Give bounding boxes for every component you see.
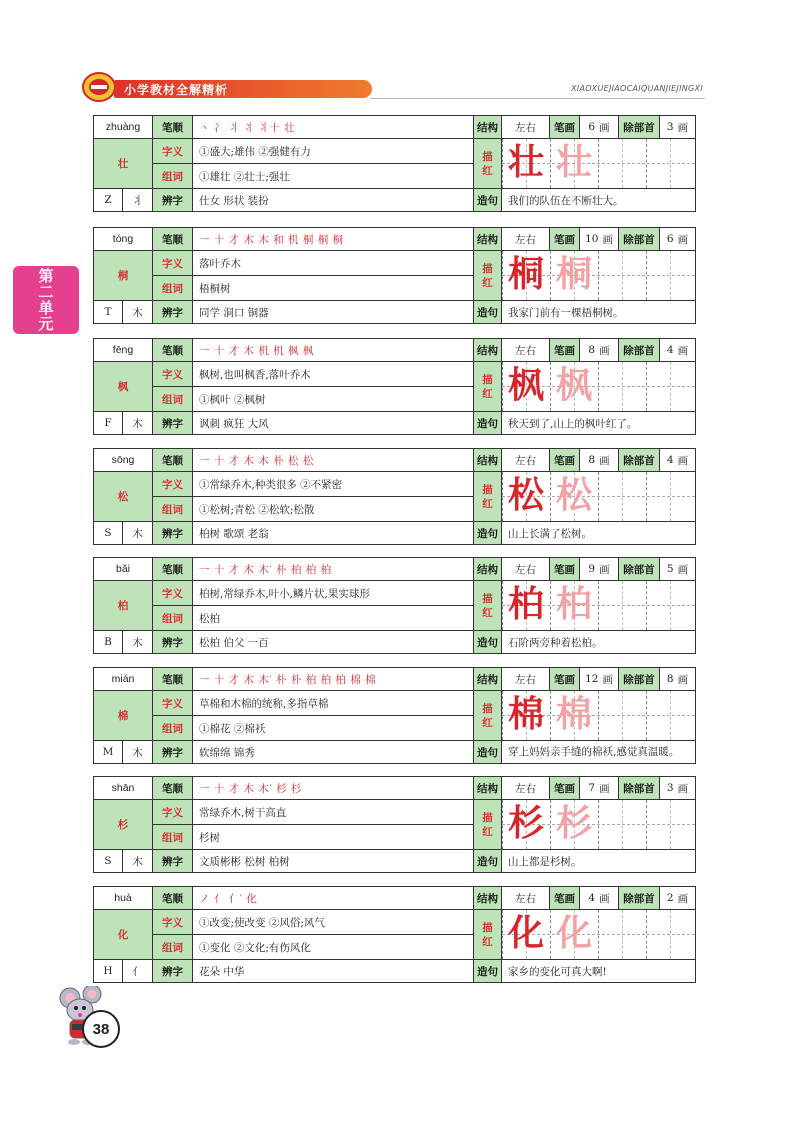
grid-cell [646,362,678,411]
meaning: 常绿乔木,树干高直 [192,799,474,825]
label-bishun: 笔顺 [152,227,193,251]
trace-char-solid: 杉 [507,802,544,844]
grid-divider [670,139,671,188]
grid-divider [670,362,671,411]
hua-unit: 画 [602,673,613,686]
tracing-grid [501,471,696,522]
grid-cell [598,139,630,188]
stroke-count: 4 [588,892,596,904]
grid-divider [622,910,623,959]
initial-letter: Z [93,188,123,212]
stroke-order: 丶 冫 丬 丬 丬十 壮 [192,115,474,139]
label-chubushou: 除部首 [618,667,660,691]
label-miaohong [473,580,502,631]
label-ziyi: 字义 [152,361,193,387]
grid-cell [646,581,678,630]
label-hong: 红 [482,276,493,289]
label-bishun: 笔顺 [152,557,193,581]
book-logo-icon [82,72,116,102]
similar-chars: 柏树 歌颂 老翁 [192,521,474,545]
example-sentence: 石阶两旁种着松柏。 [501,630,696,654]
initial-letter: B [93,630,123,654]
structure: 左右 [501,886,550,910]
trace-char-solid: 壮 [507,141,544,183]
label-chubushou: 除部首 [618,448,660,472]
label-bihua: 笔画 [549,338,580,362]
stroke-count: 9 [588,563,596,575]
trace-char-solid: 柏 [507,583,544,625]
pinyin: shān [93,776,153,800]
pinyin: bǎi [93,557,153,581]
label-miaohong [473,361,502,412]
label-jiegou: 结构 [473,776,502,800]
label-zaoju: 造句 [473,740,502,764]
grid-divider [670,472,671,521]
grid-divider [622,472,623,521]
structure: 左右 [501,667,550,691]
label-bishun: 笔顺 [152,886,193,910]
grid-cell [646,800,678,849]
trace-char-outline: 化 [555,912,592,954]
initial-letter: M [93,740,123,764]
stroke-count: 6 [588,121,596,133]
similar-chars: 同学 洞口 铜器 [192,300,474,324]
label-bishun: 笔顺 [152,338,193,362]
similar-chars: 仕女 形状 装扮 [192,188,474,212]
label-miaohong [473,138,502,189]
initial-letter: F [93,411,123,435]
trace-char-outline: 枫 [555,364,592,406]
similar-chars: 花朵 中华 [192,959,474,983]
label-miao: 描 [482,702,493,715]
structure: 左右 [501,338,550,362]
trace-char-solid: 枫 [507,364,544,406]
except-radical-count: 3 [666,782,674,794]
except-radical-count: 2 [666,892,674,904]
label-bihua: 笔画 [549,886,580,910]
example-sentence: 我们的队伍在不断壮大。 [501,188,696,212]
label-miao: 描 [482,921,493,934]
label-jiegou: 结构 [473,338,502,362]
label-miaohong [473,690,502,741]
radical: 木 [122,630,153,654]
pinyin: huà [93,886,153,910]
hua-unit: 画 [677,892,689,905]
page-number: 38 [82,1010,120,1048]
trace-char-solid: 松 [507,474,544,516]
word-groups: ①变化 ②文化;有伤风化 [192,934,474,960]
trace-char-outline: 松 [555,474,592,516]
hua-unit: 画 [599,892,610,905]
label-zuci: 组词 [152,275,193,301]
grid-cell [598,910,630,959]
trace-char-solid: 化 [507,912,544,954]
hua-unit: 画 [599,121,610,134]
meaning: 草棉和木棉的统称,多指草棉 [192,690,474,716]
label-miao: 描 [482,483,493,496]
trace-char-outline: 棉 [555,693,592,735]
label-hong: 红 [482,716,493,729]
hua-unit: 画 [677,344,689,357]
stroke-count: 8 [588,454,596,466]
grid-cell [598,691,630,740]
character-entry [93,557,696,654]
hua-unit: 画 [677,563,689,576]
label-chubushou: 除部首 [618,338,660,362]
meaning: ①改变;使改变 ②风俗;风气 [192,909,474,935]
structure: 左右 [501,448,550,472]
stroke-count: 7 [588,782,596,794]
label-jiegou: 结构 [473,227,502,251]
label-hong: 红 [482,825,493,838]
grid-cell [646,910,678,959]
structure: 左右 [501,776,550,800]
hua-unit: 画 [677,121,689,134]
label-bianzi: 辨字 [152,411,193,435]
label-bianzi: 辨字 [152,521,193,545]
stroke-order: 一 十 才 木 机 机 枫 枫 [192,338,474,362]
label-jiegou: 结构 [473,448,502,472]
character-entry [93,776,696,873]
similar-chars: 软绵绵 锦秀 [192,740,474,764]
label-miao: 描 [482,150,493,163]
stroke-order: ノ 亻 亻′ 化 [192,886,474,910]
except-radical-count: 3 [666,121,674,133]
label-ziyi: 字义 [152,471,193,497]
label-zuci: 组词 [152,496,193,522]
stroke-count-cell [579,667,619,691]
label-hong: 红 [482,497,493,510]
label-bianzi: 辨字 [152,188,193,212]
unit-tab-char: 第 [38,267,54,285]
label-chubushou: 除部首 [618,227,660,251]
grid-cell [646,251,678,300]
label-hong: 红 [482,606,493,619]
header-rule [370,98,705,99]
label-miao: 描 [482,262,493,275]
grid-divider [622,581,623,630]
label-ziyi: 字义 [152,250,193,276]
word-groups: ①雄壮 ②壮士;强壮 [192,163,474,189]
trace-char-solid: 桐 [507,253,544,295]
big-character: 柏 [93,580,153,631]
label-bianzi: 辨字 [152,849,193,873]
stroke-order: 一 十 才 木 木 和 机 桐 桐 桐 [192,227,474,251]
label-bianzi: 辨字 [152,959,193,983]
label-miao: 描 [482,811,493,824]
big-character: 桐 [93,250,153,301]
structure: 左右 [501,557,550,581]
hua-unit: 画 [677,782,689,795]
label-zuci: 组词 [152,824,193,850]
label-bianzi: 辨字 [152,300,193,324]
character-entry [93,667,696,764]
header-pinyin: XIAOXUEJIAOCAIQUANJIEJINGXI [571,84,703,93]
word-groups: ①松树;青松 ②松软;松散 [192,496,474,522]
tracing-grid [501,690,696,741]
unit-tab-char: 单 [38,299,54,317]
label-zaoju: 造句 [473,300,502,324]
trace-char-outline: 壮 [555,141,592,183]
grid-divider [670,691,671,740]
stroke-count-cell [579,227,619,251]
stroke-count-cell [579,115,619,139]
word-groups: ①棉花 ②棉袄 [192,715,474,741]
example-sentence: 我家门前有一棵梧桐树。 [501,300,696,324]
except-radical-cell [659,886,696,910]
meaning: 落叶乔木 [192,250,474,276]
big-character: 松 [93,471,153,522]
trace-char-outline: 柏 [555,583,592,625]
grid-cell [598,472,630,521]
label-hong: 红 [482,164,493,177]
stroke-order: 一 十 才 木 木′ 朴 柏 柏 柏 [192,557,474,581]
label-bishun: 笔顺 [152,667,193,691]
label-ziyi: 字义 [152,138,193,164]
stroke-order: 一 十 才 木 木 朴 松 松 [192,448,474,472]
label-miaohong [473,909,502,960]
grid-cell [598,251,630,300]
grid-cell [598,581,630,630]
label-bishun: 笔顺 [152,115,193,139]
stroke-count-cell [579,557,619,581]
pinyin: fēng [93,338,153,362]
pinyin: zhuàng [93,115,153,139]
except-radical-count: 4 [666,454,674,466]
label-chubushou: 除部首 [618,557,660,581]
tracing-grid [501,909,696,960]
header-title: 小学教材全解精析 [124,83,229,97]
label-chubushou: 除部首 [618,115,660,139]
hua-unit: 画 [599,563,610,576]
hua-unit: 画 [599,782,610,795]
grid-cell [646,472,678,521]
label-bihua: 笔画 [549,115,580,139]
stroke-count-cell [579,448,619,472]
except-radical-cell [659,338,696,362]
except-radical-cell [659,667,696,691]
label-zaoju: 造句 [473,521,502,545]
unit-tab-char: 二 [38,283,54,301]
tracing-grid [501,250,696,301]
similar-chars: 松柏 伯父 一百 [192,630,474,654]
label-miao: 描 [482,592,493,605]
example-sentence: 山上都是杉树。 [501,849,696,873]
meaning: ①盛大;雄伟 ②强健有力 [192,138,474,164]
meaning: ①常绿乔木,种类很多 ②不紧密 [192,471,474,497]
label-zuci: 组词 [152,715,193,741]
label-bihua: 笔画 [549,667,580,691]
stroke-count-cell [579,338,619,362]
radical: 木 [122,740,153,764]
label-zaoju: 造句 [473,411,502,435]
radical: 木 [122,521,153,545]
big-character: 杉 [93,799,153,850]
label-ziyi: 字义 [152,909,193,935]
grid-cell [646,691,678,740]
character-entry [93,227,696,324]
trace-char-outline: 杉 [555,802,592,844]
label-chubushou: 除部首 [618,886,660,910]
label-jiegou: 结构 [473,886,502,910]
unit-tab-char: 元 [38,315,54,333]
label-zuci: 组词 [152,163,193,189]
tracing-grid [501,799,696,850]
stroke-count: 10 [585,233,599,245]
radical: 木 [122,300,153,324]
radical: 木 [122,411,153,435]
grid-divider [670,910,671,959]
hua-unit: 画 [677,454,689,467]
initial-letter: S [93,521,123,545]
trace-char-outline: 桐 [555,253,592,295]
tracing-grid [501,138,696,189]
label-hong: 红 [482,935,493,948]
tracing-grid [501,361,696,412]
grid-divider [622,139,623,188]
pinyin: tóng [93,227,153,251]
except-radical-cell [659,227,696,251]
big-character: 枫 [93,361,153,412]
label-zuci: 组词 [152,605,193,631]
initial-letter: H [93,959,123,983]
label-zaoju: 造句 [473,849,502,873]
initial-letter: S [93,849,123,873]
example-sentence: 秋天到了,山上的枫叶红了。 [501,411,696,435]
big-character: 化 [93,909,153,960]
label-bianzi: 辨字 [152,740,193,764]
meaning: 枫树,也叫枫香,落叶乔木 [192,361,474,387]
grid-divider [670,251,671,300]
except-radical-cell [659,776,696,800]
label-bishun: 笔顺 [152,776,193,800]
label-zaoju: 造句 [473,630,502,654]
stroke-count: 12 [585,673,599,685]
label-jiegou: 结构 [473,557,502,581]
label-bianzi: 辨字 [152,630,193,654]
grid-divider [622,691,623,740]
label-miao: 描 [482,373,493,386]
similar-chars: 讽刺 疯狂 大风 [192,411,474,435]
word-groups: 松柏 [192,605,474,631]
grid-divider [670,581,671,630]
label-hong: 红 [482,387,493,400]
word-groups: 梧桐树 [192,275,474,301]
grid-cell [598,362,630,411]
label-chubushou: 除部首 [618,776,660,800]
grid-cell [598,800,630,849]
except-radical-count: 6 [666,233,674,245]
except-radical-count: 8 [666,673,674,685]
label-miaohong [473,799,502,850]
label-bihua: 笔画 [549,776,580,800]
label-zuci: 组词 [152,934,193,960]
label-bishun: 笔顺 [152,448,193,472]
label-ziyi: 字义 [152,690,193,716]
radical: 丬 [122,188,153,212]
hua-unit: 画 [599,344,610,357]
hua-unit: 画 [599,454,610,467]
hua-unit: 画 [602,233,613,246]
unit-side-tab [13,266,79,334]
meaning: 柏树,常绿乔木,叶小,鳞片状,果实球形 [192,580,474,606]
grid-divider [622,362,623,411]
label-zaoju: 造句 [473,959,502,983]
example-sentence: 家乡的变化可真大啊! [501,959,696,983]
grid-divider [670,800,671,849]
similar-chars: 文质彬彬 松树 柏树 [192,849,474,873]
grid-divider [622,251,623,300]
example-sentence: 山上长满了松树。 [501,521,696,545]
character-entry [93,115,696,212]
trace-char-solid: 棉 [507,693,544,735]
big-character: 棉 [93,690,153,741]
character-entry [93,338,696,435]
stroke-count: 8 [588,344,596,356]
label-bihua: 笔画 [549,227,580,251]
grid-cell [646,139,678,188]
except-radical-cell [659,448,696,472]
label-zaoju: 造句 [473,188,502,212]
word-groups: 杉树 [192,824,474,850]
structure: 左右 [501,115,550,139]
radical: 木 [122,849,153,873]
grid-divider [622,800,623,849]
label-bihua: 笔画 [549,448,580,472]
stroke-order: 一 十 才 木 木′ 朴 朴 柏 柏 柏 棉 棉 [192,667,474,691]
except-radical-count: 5 [666,563,674,575]
stroke-count-cell [579,776,619,800]
except-radical-count: 4 [666,344,674,356]
label-zuci: 组词 [152,386,193,412]
pinyin: mián [93,667,153,691]
character-entry [93,886,696,983]
label-miaohong [473,250,502,301]
page-header [80,78,705,100]
big-character: 壮 [93,138,153,189]
except-radical-cell [659,115,696,139]
label-ziyi: 字义 [152,799,193,825]
initial-letter: T [93,300,123,324]
example-sentence: 穿上妈妈亲手缝的棉袄,感觉真温暖。 [501,740,696,764]
label-ziyi: 字义 [152,580,193,606]
except-radical-cell [659,557,696,581]
label-jiegou: 结构 [473,115,502,139]
stroke-order: 一 十 才 木 木′ 杉 杉 [192,776,474,800]
hua-unit: 画 [677,233,689,246]
radical: 亻 [122,959,153,983]
word-groups: ①枫叶 ②枫树 [192,386,474,412]
hua-unit: 画 [677,673,689,686]
label-jiegou: 结构 [473,667,502,691]
character-entry [93,448,696,545]
label-bihua: 笔画 [549,557,580,581]
tracing-grid [501,580,696,631]
label-miaohong [473,471,502,522]
structure: 左右 [501,227,550,251]
stroke-count-cell [579,886,619,910]
pinyin: sōng [93,448,153,472]
